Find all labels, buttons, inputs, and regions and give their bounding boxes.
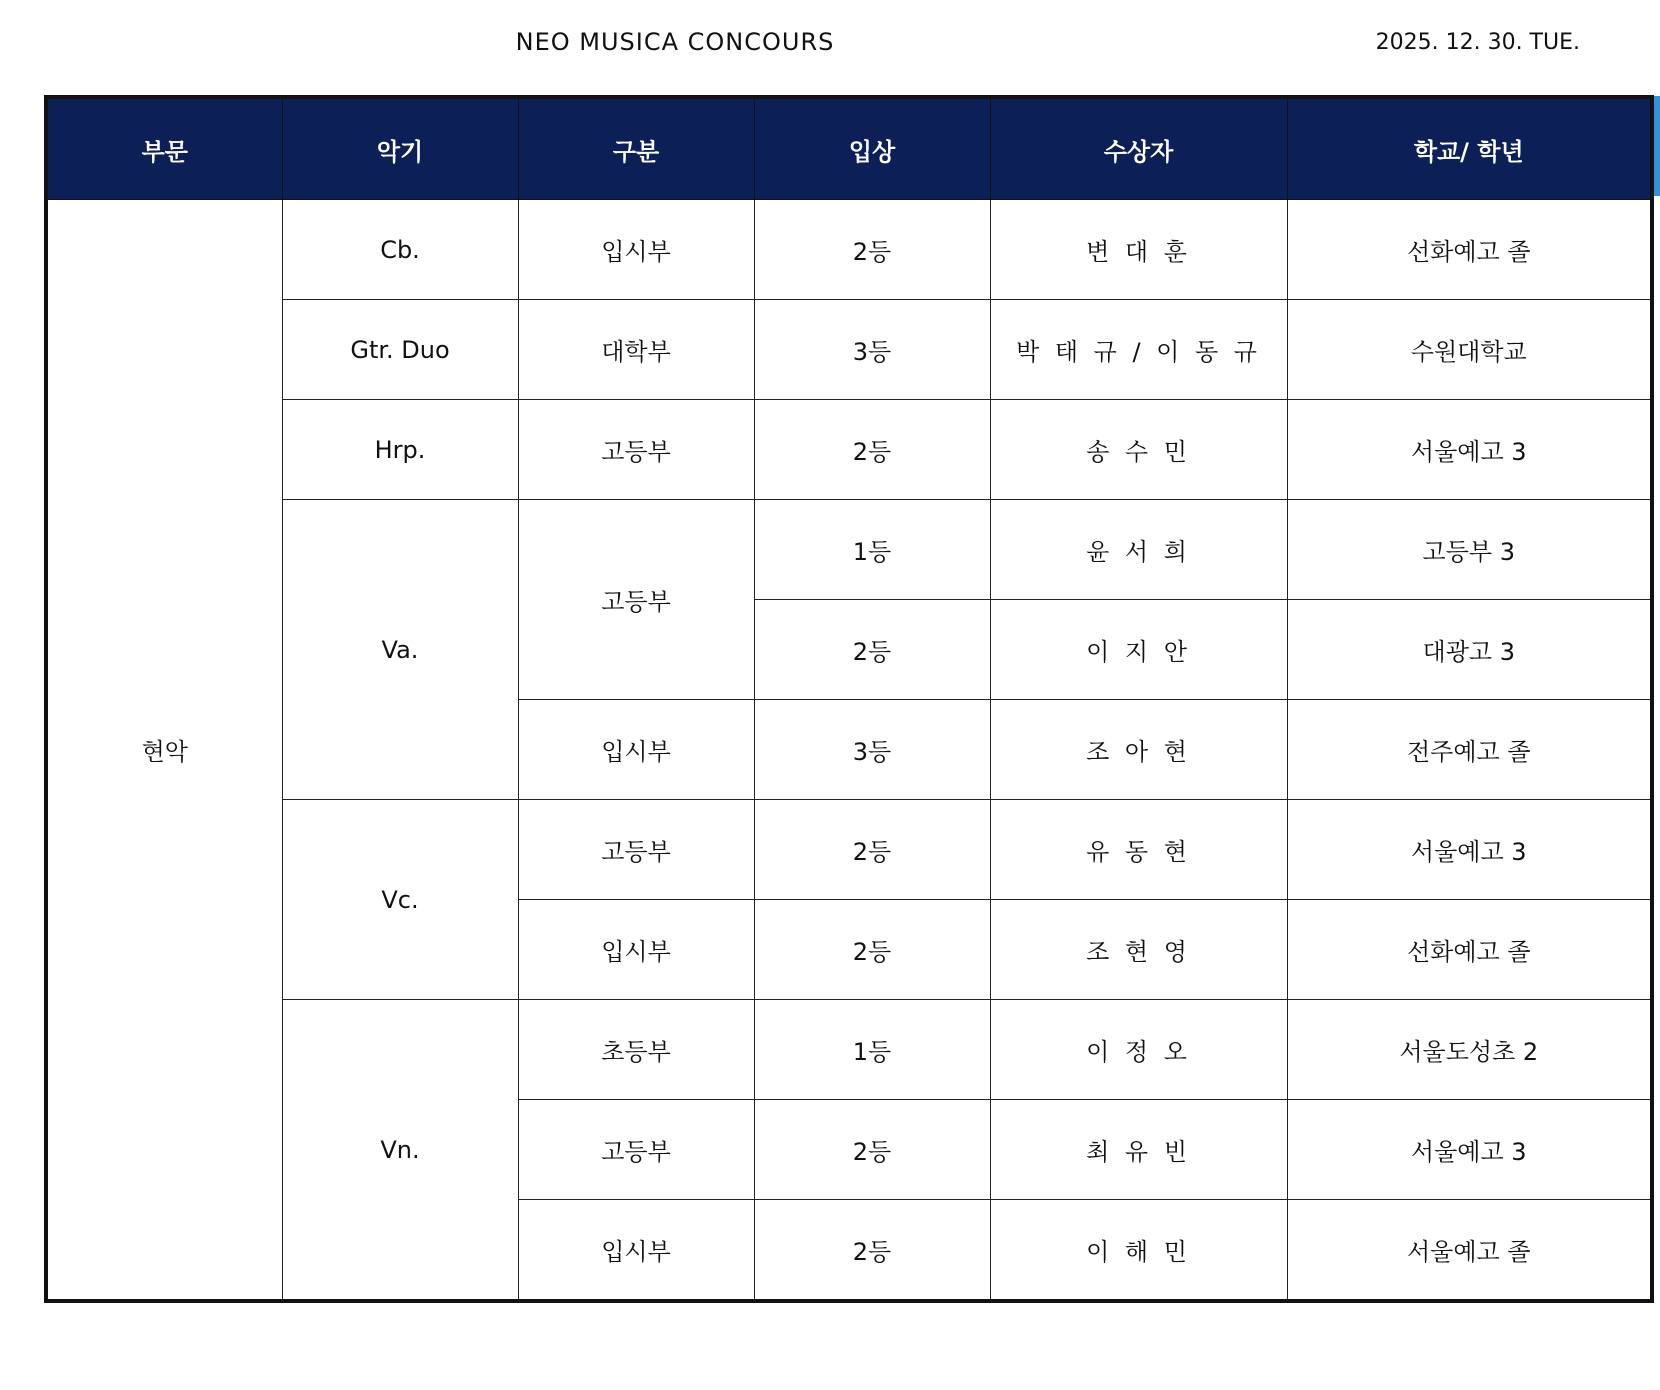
table-header-row xyxy=(46,97,1652,200)
school-cell: 서울예고 3 xyxy=(1287,1100,1652,1200)
award-cell: 2등 xyxy=(754,1100,990,1200)
division-cell: 초등부 xyxy=(518,1000,754,1100)
division-cell: 입시부 xyxy=(518,700,754,800)
school-cell: 선화예고 졸 xyxy=(1287,900,1652,1000)
award-cell: 2등 xyxy=(754,900,990,1000)
division-cell: 고등부 xyxy=(518,1100,754,1200)
table-row xyxy=(46,400,1652,500)
column-header-winner: 수상자 xyxy=(990,97,1287,200)
winner-cell: 이 지 안 xyxy=(990,600,1287,700)
division-cell: 입시부 xyxy=(518,1200,754,1302)
division-cell: 고등부 xyxy=(518,400,754,500)
award-cell: 1등 xyxy=(754,500,990,600)
page-title: NEO MUSICA CONCOURS xyxy=(515,28,835,56)
instrument-cell: Va. xyxy=(282,500,518,800)
winner-cell: 이 해 민 xyxy=(990,1200,1287,1302)
column-header-division: 구분 xyxy=(518,97,754,200)
results-table xyxy=(44,95,1654,1303)
division-cell: 고등부 xyxy=(518,800,754,900)
award-cell: 2등 xyxy=(754,800,990,900)
column-header-section: 부문 xyxy=(46,97,282,200)
award-cell: 3등 xyxy=(754,300,990,400)
winner-cell: 이 정 오 xyxy=(990,1000,1287,1100)
winner-cell: 유 동 현 xyxy=(990,800,1287,900)
table-row xyxy=(46,300,1652,400)
table-row xyxy=(46,500,1652,600)
award-cell: 2등 xyxy=(754,400,990,500)
award-cell: 1등 xyxy=(754,1000,990,1100)
category-cell: 현악 xyxy=(46,200,282,1302)
division-cell: 고등부 xyxy=(518,500,754,700)
event-date: 2025. 12. 30. TUE. xyxy=(1375,30,1580,55)
winner-cell: 조 아 현 xyxy=(990,700,1287,800)
school-cell: 서울도성초 2 xyxy=(1287,1000,1652,1100)
column-header-instrument: 악기 xyxy=(282,97,518,200)
winner-cell: 송 수 민 xyxy=(990,400,1287,500)
award-cell: 2등 xyxy=(754,600,990,700)
table-row xyxy=(46,800,1652,900)
school-cell: 수원대학교 xyxy=(1287,300,1652,400)
winner-cell: 윤 서 희 xyxy=(990,500,1287,600)
school-cell: 서울예고 3 xyxy=(1287,400,1652,500)
school-cell: 대광고 3 xyxy=(1287,600,1652,700)
table-row xyxy=(46,200,1652,300)
school-cell: 서울예고 3 xyxy=(1287,800,1652,900)
division-cell: 입시부 xyxy=(518,900,754,1000)
school-cell: 고등부 3 xyxy=(1287,500,1652,600)
column-header-award: 입상 xyxy=(754,97,990,200)
division-cell: 대학부 xyxy=(518,300,754,400)
winner-cell: 최 유 빈 xyxy=(990,1100,1287,1200)
instrument-cell: Hrp. xyxy=(282,400,518,500)
instrument-cell: Gtr. Duo xyxy=(282,300,518,400)
award-cell: 2등 xyxy=(754,1200,990,1302)
winner-cell: 변 대 훈 xyxy=(990,200,1287,300)
instrument-cell: Vc. xyxy=(282,800,518,1000)
award-cell: 2등 xyxy=(754,200,990,300)
award-cell: 3등 xyxy=(754,700,990,800)
instrument-cell: Vn. xyxy=(282,1000,518,1302)
school-cell: 선화예고 졸 xyxy=(1287,200,1652,300)
instrument-cell: Cb. xyxy=(282,200,518,300)
winner-cell: 박 태 규 / 이 동 규 xyxy=(990,300,1287,400)
school-cell: 전주예고 졸 xyxy=(1287,700,1652,800)
division-cell: 입시부 xyxy=(518,200,754,300)
table-row xyxy=(46,1000,1652,1100)
winner-cell: 조 현 영 xyxy=(990,900,1287,1000)
column-header-school: 학교/ 학년 xyxy=(1287,97,1652,200)
school-cell: 서울예고 졸 xyxy=(1287,1200,1652,1302)
